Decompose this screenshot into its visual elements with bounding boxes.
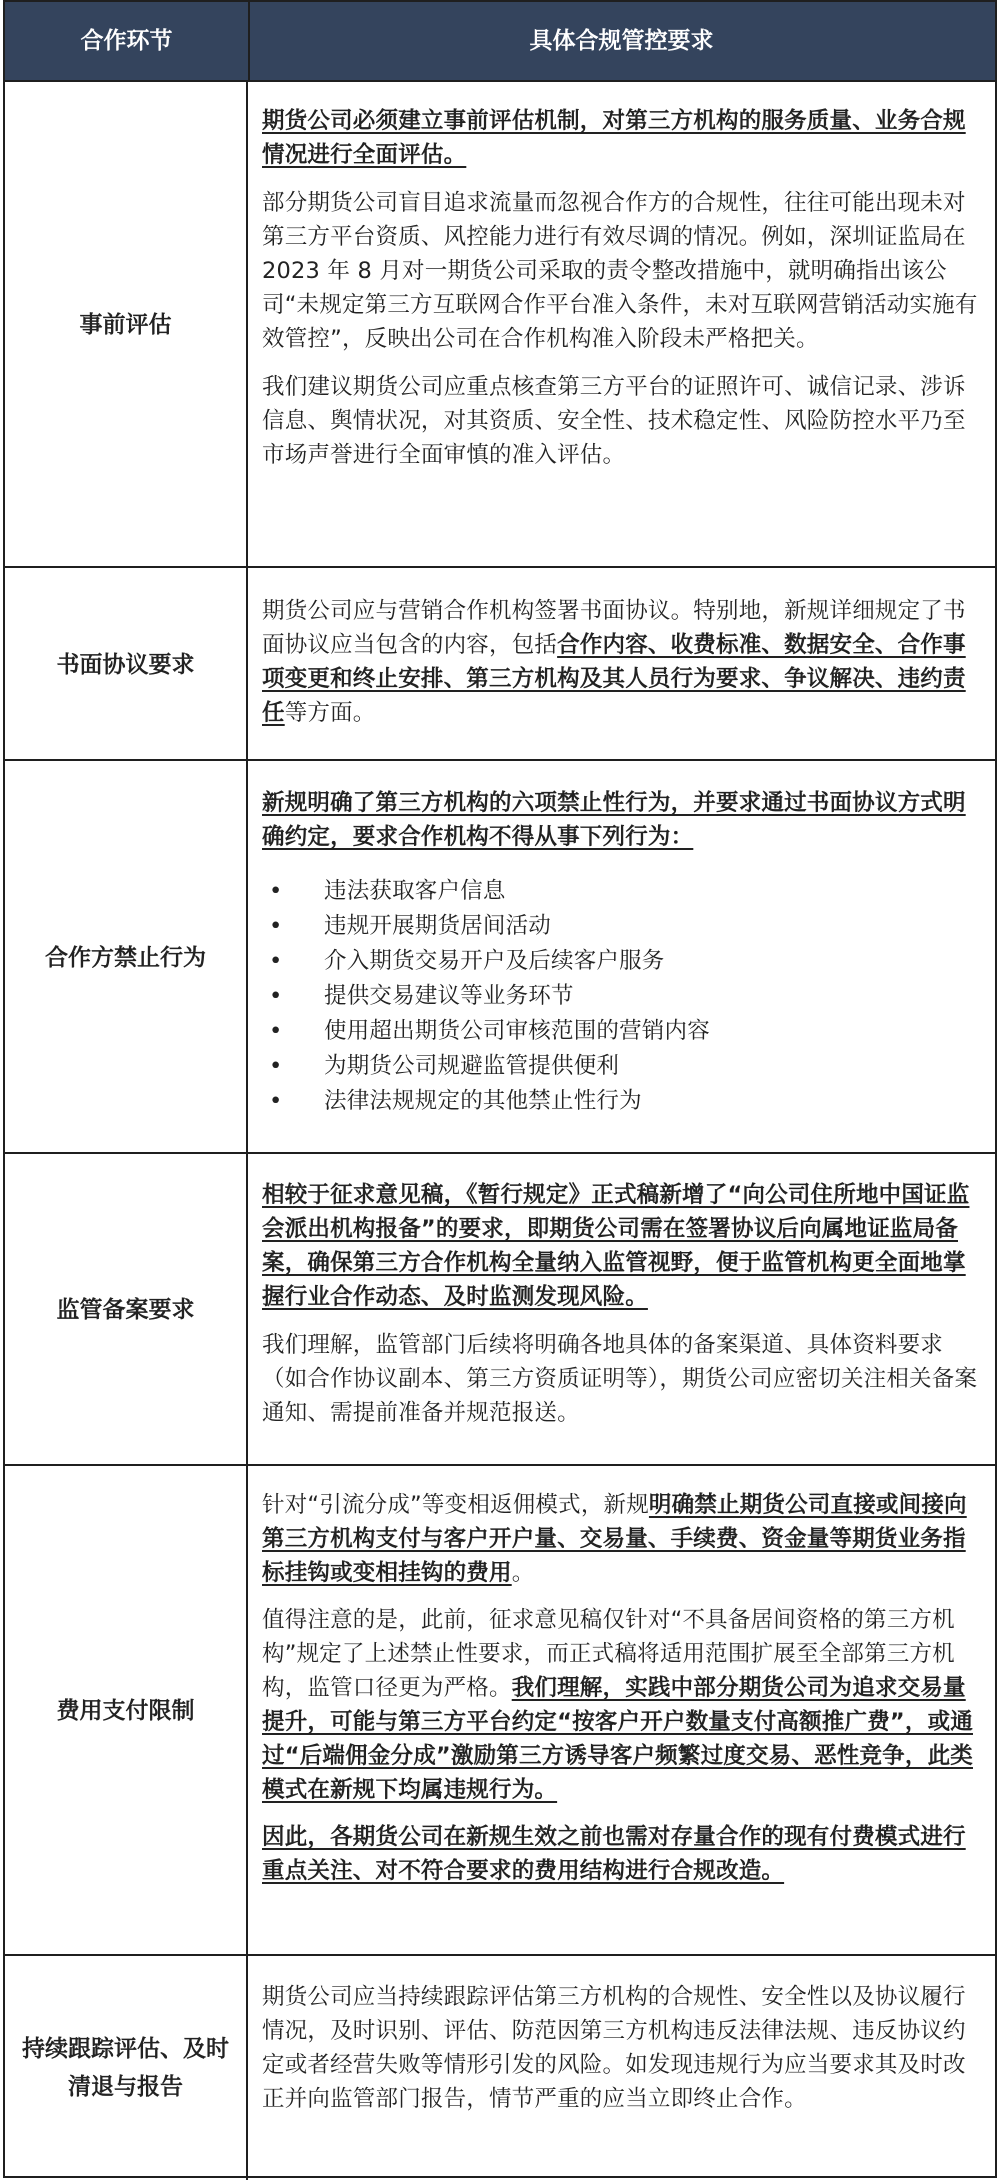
list-item: • 违规开展期货居间活动 bbox=[269, 913, 552, 939]
paragraph: 值得注意的是，此前，征求意见稿仅针对“不具备居间资格的第三方机构”规定了上述禁止性要求，而正式稿将适用范围扩展至全部第三方机构，监管口径更为严格。我们理解，实践中部分期货公司为追求交易量提升，可能与第三方平台约定“按客户开户数量支付高额推广费”，或通过“后端佣金分成”激励第三方诱导客户频繁过度交易、恶性竞争，此类模式在新规下均属违规行为。 bbox=[262, 1607, 973, 1803]
table-row-fee-payment bbox=[5, 1464, 995, 1956]
paragraph: 新规明确了第三方机构的六项禁止性行为，并要求通过书面协议方式明确约定，要求合作机构不得从事下列行为： bbox=[262, 790, 966, 850]
paragraph: 针对“引流分成”等变相返佣模式，新规明确禁止期货公司直接或间接向第三方机构支付与客户开户量、交易量、手续费、资金量等期货业务指标挂钩或变相挂钩的费用。 bbox=[262, 1492, 967, 1586]
paragraph: 因此，各期货公司在新规生效之前也需对存量合作的现有付费模式进行重点关注、对不符合要求的费用结构进行合规改造。 bbox=[262, 1824, 966, 1884]
list-item: • 为期货公司规避监管提供便利 bbox=[269, 1053, 620, 1079]
paragraph: 我们理解，监管部门后续将明确各地具体的备案渠道、具体资料要求（如合作协议副本、第三方资质证明等），期货公司应密切关注相关备案通知、需提前准备并规范报送。 bbox=[262, 1332, 978, 1426]
table-row-written-agreement bbox=[5, 566, 995, 761]
compliance-table bbox=[3, 0, 997, 2178]
row-label: 持续跟踪评估、及时清退与报告 bbox=[5, 1956, 248, 2180]
paragraph: 期货公司应当持续跟踪评估第三方机构的合规性、安全性以及协议履行情况，及时识别、评估、防范因第三方机构违反法律法规、违反协议约定或者经营失败等情形引发的风险。如发现违规行为应当要求其及时改正并向监管部门报告，情节严重的应当立即终止合作。 bbox=[262, 1984, 966, 2112]
table-row-prohibited-acts bbox=[5, 759, 995, 1154]
header-col-requirements: 具体合规管控要求 bbox=[529, 28, 714, 54]
row-content bbox=[250, 761, 995, 1154]
table-header bbox=[5, 2, 995, 80]
row-content bbox=[250, 82, 995, 568]
paragraph: 我们建议期货公司应重点核查第三方平台的证照许可、诚信记录、涉诉信息、舆情状况，对其资质、安全性、技术稳定性、风险防控水平乃至市场声誉进行全面审慎的准入评估。 bbox=[262, 374, 966, 468]
paragraph: 部分期货公司盲目追求流量而忽视合作方的合规性，往往可能出现未对第三方平台资质、风控能力进行有效尽调的情况。例如，深圳证监局在 2023 年 8 月对一期货公司采取的责令整改措施中，就明确指出该公司“未规定第三方互联网合作平台准入条件，未对互联网营销活动实施有效管控”，反映出公司在合作机构准入阶段未严格把关。 bbox=[262, 190, 978, 352]
row-label: 事前评估 bbox=[5, 82, 248, 568]
prohibited-list bbox=[262, 874, 985, 1119]
row-content bbox=[250, 1154, 995, 1466]
row-label: 监管备案要求 bbox=[5, 1154, 248, 1466]
list-item: • 法律法规规定的其他禁止性行为 bbox=[269, 1088, 642, 1114]
row-label: 书面协议要求 bbox=[5, 568, 248, 761]
list-item: • 违法获取客户信息 bbox=[269, 878, 506, 904]
row-content bbox=[250, 568, 995, 761]
list-item: • 使用超出期货公司审核范围的营销内容 bbox=[269, 1018, 710, 1044]
paragraph: 相较于征求意见稿，《暂行规定》正式稿新增了“向公司住所地中国证监会派出机构报备”的要求，即期货公司需在签署协议后向属地证监局备案，确保第三方合作机构全量纳入监管视野，便于监管机构更全面地掌握行业合作动态、及时监测发现风险。 bbox=[262, 1182, 970, 1310]
row-content bbox=[250, 1956, 995, 2180]
list-item: • 提供交易建议等业务环节 bbox=[269, 983, 574, 1009]
row-label: 费用支付限制 bbox=[5, 1466, 248, 1956]
paragraph: 期货公司应与营销合作机构签署书面协议。特别地，新规详细规定了书面协议应当包含的内容，包括合作内容、收费标准、数据安全、合作事项变更和终止安排、第三方机构及其人员行为要求、争议解决、违约责任等方面。 bbox=[262, 598, 966, 726]
table-row-ongoing-tracking bbox=[5, 1954, 995, 2180]
row-label: 合作方禁止行为 bbox=[5, 761, 248, 1154]
paragraph: 期货公司必须建立事前评估机制，对第三方机构的服务质量、业务合规情况进行全面评估。 bbox=[262, 108, 966, 168]
table-row-pre-assessment bbox=[5, 80, 995, 568]
list-item: • 介入期货交易开户及后续客户服务 bbox=[269, 948, 665, 974]
row-content bbox=[250, 1466, 995, 1956]
table-row-regulatory-filing bbox=[5, 1152, 995, 1466]
header-col-stage: 合作环节 bbox=[80, 28, 173, 54]
